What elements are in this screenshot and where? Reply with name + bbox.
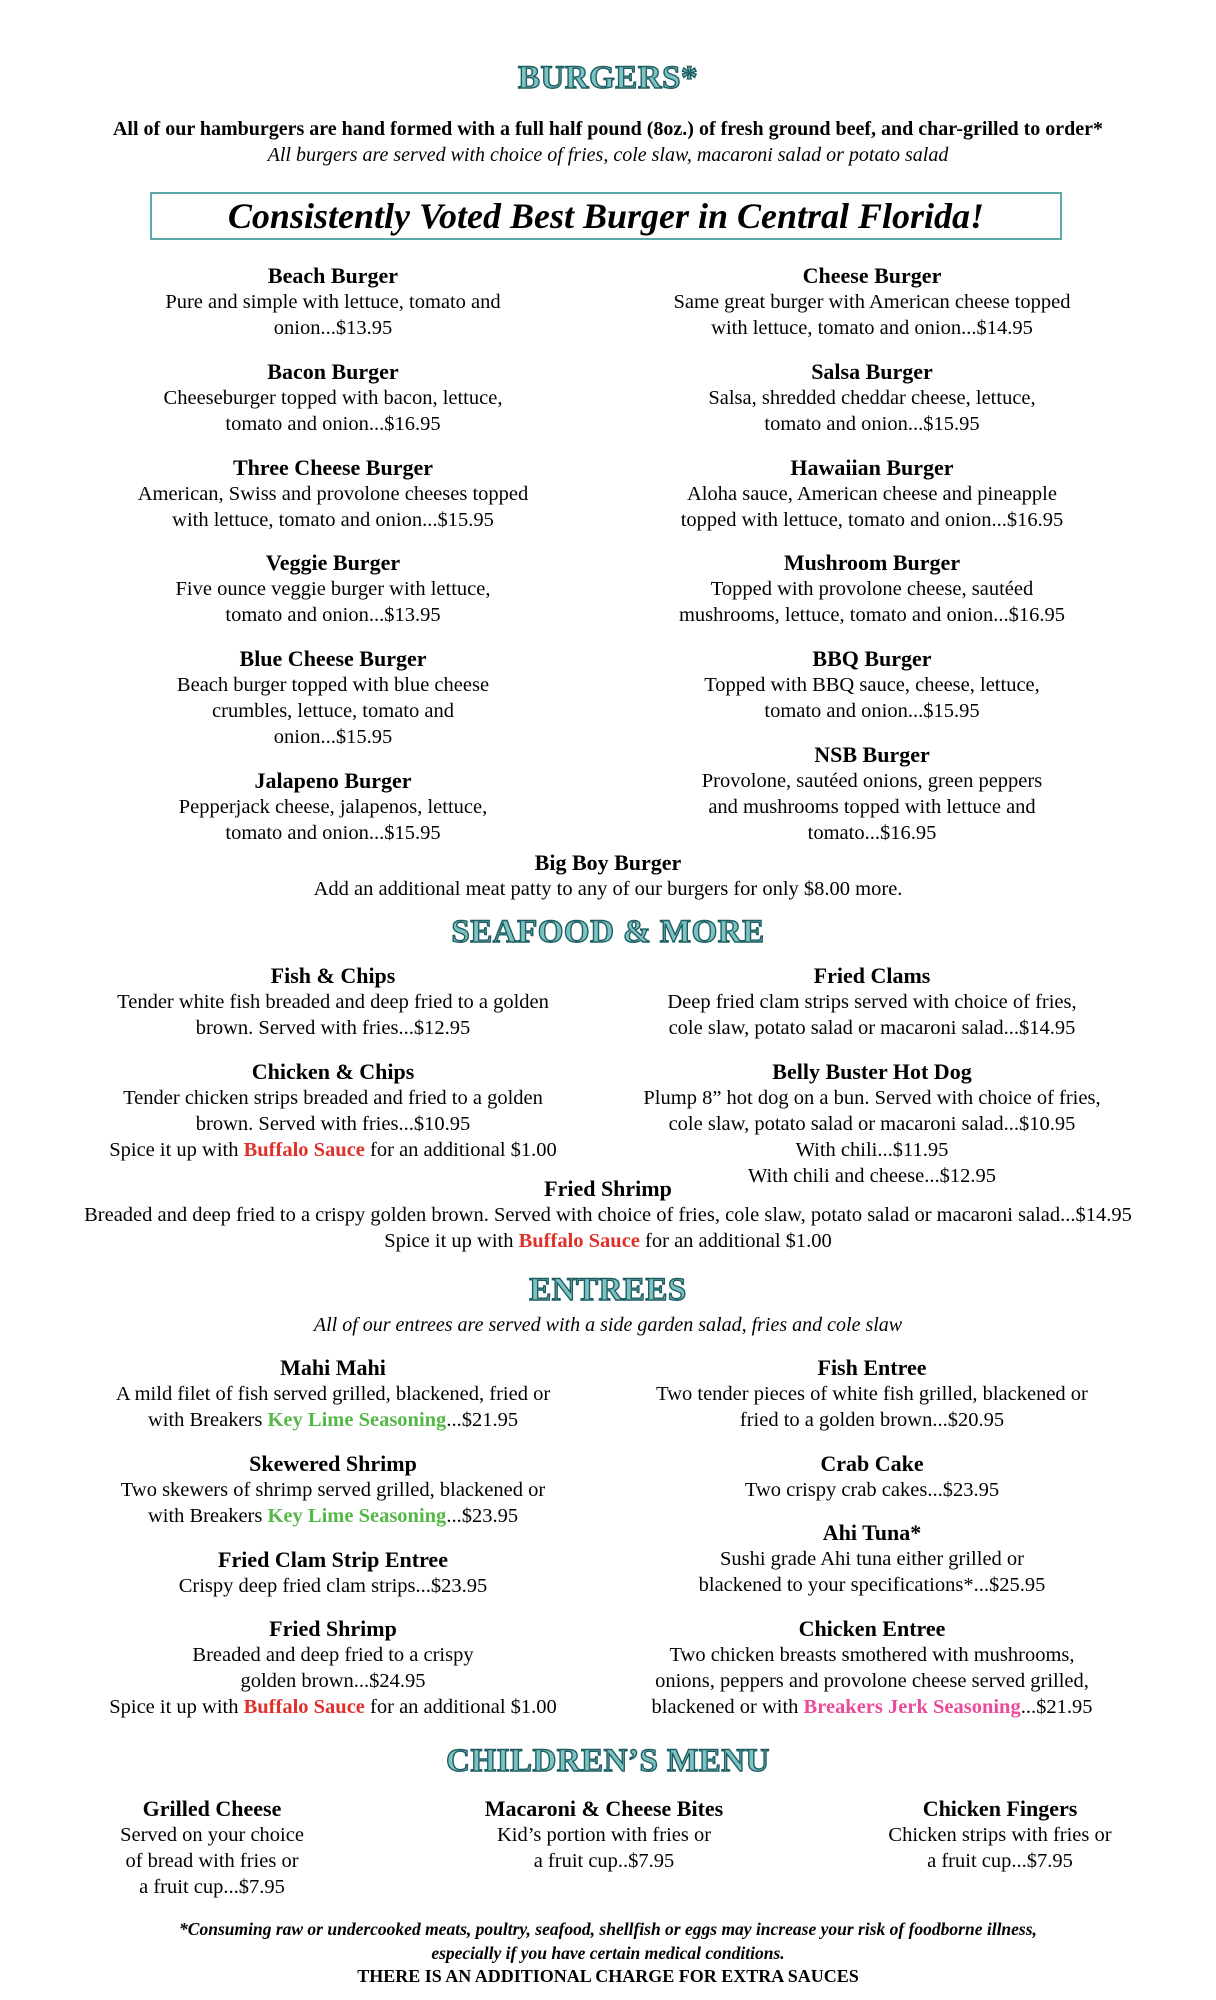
- spice-suffix: for an additional $1.00: [364, 1696, 557, 1718]
- item-name: Mahi Mahi: [280, 1355, 386, 1380]
- item-name: Beach Burger: [267, 263, 399, 288]
- item-name: Chicken Fingers: [922, 1796, 1078, 1821]
- item-price: [63, 1503, 603, 1529]
- item-desc: Five ounce veggie burger with lettuce,: [175, 578, 491, 600]
- desc-suffix: ...$21.95: [1020, 1696, 1093, 1718]
- buffalo-sauce: Buffalo Sauce: [243, 1696, 365, 1718]
- menu-item-mahi-mahi: [63, 1354, 603, 1433]
- item-price: a fruit cup...$7.95: [139, 1876, 285, 1898]
- item-name: Blue Cheese Burger: [239, 646, 427, 671]
- best-burger-banner: Consistently Voted Best Burger in Central Florida!: [150, 192, 1062, 240]
- item-desc: Breaded and deep fried to a crispy: [192, 1644, 474, 1666]
- item-price: [602, 1694, 1142, 1720]
- item-desc: Same great burger with American cheese topped: [673, 291, 1071, 313]
- item-price: tomato and onion...$15.95: [225, 822, 441, 844]
- menu-item-jalapeno-burger: [63, 767, 603, 846]
- item-name: Big Boy Burger: [534, 850, 682, 875]
- desc-suffix: ...$23.95: [446, 1505, 519, 1527]
- item-desc: Served on your choice: [120, 1824, 304, 1846]
- item-name: Fried Clams: [813, 963, 931, 988]
- menu-item-big-boy-burger: [0, 849, 1216, 902]
- entrees-served-with: All of our entrees are served with a side garden salad, fries and cole slaw: [313, 1314, 903, 1336]
- item-name: Chicken Entree: [798, 1616, 946, 1641]
- item-desc: Beach burger topped with blue cheese: [176, 674, 490, 696]
- spice-note: [0, 1228, 1216, 1254]
- desc-prefix: with Breakers: [147, 1409, 268, 1431]
- item-desc: Two chicken breasts smothered with mushrooms,: [669, 1644, 1075, 1666]
- item-price: tomato and onion...$15.95: [764, 413, 980, 435]
- item-desc: Add an additional meat patty to any of our burgers for only $8.00 more.: [313, 878, 903, 900]
- item-desc: crumbles, lettuce, tomato and: [212, 700, 454, 722]
- desc-suffix: ...$21.95: [446, 1409, 519, 1431]
- burgers-served-with: All burgers are served with choice of fries, cole slaw, macaroni salad or potato salad: [267, 144, 949, 166]
- item-name: Chicken & Chips: [251, 1059, 415, 1084]
- item-price: mushrooms, lettuce, tomato and onion...$16.95: [678, 604, 1066, 626]
- item-price: [63, 1407, 603, 1433]
- item-price: a fruit cup..$7.95: [533, 1850, 675, 1872]
- item-price: tomato and onion...$16.95: [225, 413, 441, 435]
- menu-item-fried-shrimp: [0, 1175, 1216, 1254]
- item-option: With chili...$11.95: [795, 1139, 949, 1161]
- item-desc: Topped with provolone cheese, sautéed: [710, 578, 1034, 600]
- item-name: Belly Buster Hot Dog: [772, 1059, 972, 1084]
- item-name: Ahi Tuna*: [822, 1520, 922, 1545]
- spice-note: [63, 1694, 603, 1720]
- item-price: golden brown...$24.95: [240, 1670, 426, 1692]
- item-option: With chili and cheese...$12.95: [748, 1165, 996, 1187]
- item-desc: A mild filet of fish served grilled, blackened, fried or: [115, 1383, 551, 1405]
- key-lime-seasoning: Key Lime Seasoning: [267, 1409, 447, 1431]
- item-price: brown. Served with fries...$12.95: [195, 1017, 471, 1039]
- item-name: Macaroni & Cheese Bites: [484, 1796, 724, 1821]
- item-name: Salsa Burger: [811, 359, 933, 384]
- item-desc: Sushi grade Ahi tuna either grilled or: [719, 1548, 1025, 1570]
- menu-item-chicken-fingers: [824, 1795, 1176, 1874]
- menu-item-ahi-tuna: [602, 1519, 1142, 1598]
- key-lime-seasoning: Key Lime Seasoning: [267, 1505, 447, 1527]
- spice-prefix: Spice it up with: [384, 1230, 519, 1252]
- jerk-seasoning: Breakers Jerk Seasoning: [803, 1696, 1021, 1718]
- item-desc: and mushrooms topped with lettuce and: [708, 796, 1036, 818]
- item-name: Fried Shrimp: [544, 1176, 672, 1201]
- menu-item-cheese-burger: [602, 262, 1142, 341]
- desc-prefix: with Breakers: [147, 1505, 268, 1527]
- item-desc: American, Swiss and provolone cheeses topped: [137, 483, 529, 505]
- item-price: brown. Served with fries...$10.95: [195, 1113, 471, 1135]
- item-price: tomato...$16.95: [807, 822, 937, 844]
- item-desc: Deep fried clam strips served with choice of fries,: [667, 991, 1077, 1013]
- item-desc: Two skewers of shrimp served grilled, blackened or: [120, 1479, 546, 1501]
- menu-item-salsa-burger: [602, 358, 1142, 437]
- item-price: cole slaw, potato salad or macaroni salad...$14.95: [668, 1017, 1076, 1039]
- burgers-title: BURGERS*: [517, 60, 699, 96]
- item-name: Hawaiian Burger: [790, 455, 954, 480]
- item-desc: of bread with fries or: [125, 1850, 299, 1872]
- item-desc: Aloha sauce, American cheese and pineapple: [687, 483, 1057, 505]
- menu-item-fried-shrimp-entree: [63, 1615, 603, 1720]
- buffalo-sauce: Buffalo Sauce: [518, 1230, 640, 1252]
- menu-item-three-cheese-burger: [63, 454, 603, 533]
- item-name: Jalapeno Burger: [254, 768, 412, 793]
- item-price: fried to a golden brown...$20.95: [739, 1409, 1005, 1431]
- menu-item-chicken-chips: [63, 1058, 603, 1163]
- item-name: NSB Burger: [814, 742, 930, 767]
- item-price: with lettuce, tomato and onion...$15.95: [172, 509, 494, 531]
- menu-item-grilled-cheese: [36, 1795, 388, 1900]
- item-desc: Cheeseburger topped with bacon, lettuce,: [163, 387, 503, 409]
- menu-item-bacon-burger: [63, 358, 603, 437]
- entrees-title: ENTREES: [529, 1272, 687, 1308]
- spice-prefix: Spice it up with: [109, 1696, 244, 1718]
- item-desc: Plump 8” hot dog on a bun. Served with choice of fries,: [643, 1087, 1101, 1109]
- extra-sauce-notice: THERE IS AN ADDITIONAL CHARGE FOR EXTRA SAUCES: [357, 1966, 859, 1986]
- burgers-intro: All of our hamburgers are hand formed with a full half pound (8oz.) of fresh ground beef, and char-grilled to order*: [112, 118, 1103, 140]
- item-price: with lettuce, tomato and onion...$14.95: [711, 317, 1033, 339]
- item-price: tomato and onion...$13.95: [225, 604, 441, 626]
- item-name: Crab Cake: [820, 1451, 924, 1476]
- menu-item-nsb-burger: [602, 741, 1142, 846]
- item-price: Crispy deep fried clam strips...$23.95: [178, 1575, 488, 1597]
- menu-item-bbq-burger: [602, 645, 1142, 724]
- item-name: Skewered Shrimp: [249, 1451, 417, 1476]
- item-desc: Breaded and deep fried to a crispy golden brown. Served with choice of fries, cole slaw, potato salad or macaroni salad...$14.95: [84, 1204, 1132, 1226]
- item-name: Veggie Burger: [265, 550, 401, 575]
- item-desc: Salsa, shredded cheddar cheese, lettuce,: [708, 387, 1036, 409]
- item-desc: Pure and simple with lettuce, tomato and: [165, 291, 501, 313]
- item-desc: Topped with BBQ sauce, cheese, lettuce,: [704, 674, 1040, 696]
- menu-item-fried-clam-strip-entree: [63, 1546, 603, 1599]
- item-name: Fried Clam Strip Entree: [218, 1547, 448, 1572]
- seafood-title: SEAFOOD & MORE: [451, 914, 765, 950]
- item-price: tomato and onion...$15.95: [764, 700, 980, 722]
- item-desc: onions, peppers and provolone cheese served grilled,: [655, 1670, 1089, 1692]
- spice-prefix: Spice it up with: [109, 1139, 244, 1161]
- item-name: Cheese Burger: [802, 263, 942, 288]
- item-name: Fried Shrimp: [269, 1616, 397, 1641]
- item-price: topped with lettuce, tomato and onion...$16.95: [680, 509, 1064, 531]
- item-price: onion...$15.95: [273, 726, 393, 748]
- health-warning-cont: especially if you have certain medical conditions.: [431, 1943, 785, 1963]
- item-name: BBQ Burger: [812, 646, 932, 671]
- item-price: onion...$13.95: [273, 317, 393, 339]
- menu-item-blue-cheese-burger: [63, 645, 603, 750]
- item-desc: Provolone, sautéed onions, green peppers: [701, 770, 1043, 792]
- buffalo-sauce: Buffalo Sauce: [243, 1139, 365, 1161]
- menu-item-fish-chips: [63, 962, 603, 1041]
- item-price: a fruit cup...$7.95: [927, 1850, 1073, 1872]
- item-desc: Kid’s portion with fries or: [496, 1824, 712, 1846]
- item-price: blackened to your specifications*...$25.95: [698, 1574, 1046, 1596]
- menu-item-veggie-burger: [63, 549, 603, 628]
- spice-note: [63, 1137, 603, 1163]
- item-desc: Two tender pieces of white fish grilled, blackened or: [656, 1383, 1088, 1405]
- item-name: Mushroom Burger: [783, 550, 961, 575]
- item-price: cole slaw, potato salad or macaroni salad...$10.95: [668, 1113, 1076, 1135]
- item-name: Fish Entree: [817, 1355, 927, 1380]
- menu-item-crab-cake: [602, 1450, 1142, 1503]
- menu-item-fried-clams: [602, 962, 1142, 1041]
- item-price: Two crispy crab cakes...$23.95: [744, 1479, 1000, 1501]
- menu-item-hawaiian-burger: [602, 454, 1142, 533]
- menu-item-belly-buster-hot-dog: [602, 1058, 1142, 1189]
- desc-prefix: blackened or with: [651, 1696, 804, 1718]
- item-desc: Tender white fish breaded and deep fried to a golden: [117, 991, 549, 1013]
- health-warning: *Consuming raw or undercooked meats, poultry, seafood, shellfish or eggs may increase your risk of foodborne illness,: [179, 1919, 1037, 1939]
- item-name: Fish & Chips: [270, 963, 396, 988]
- menu-item-mac-cheese-bites: [428, 1795, 780, 1874]
- spice-suffix: for an additional $1.00: [639, 1230, 832, 1252]
- childrens-menu-title: CHILDREN’S MENU: [446, 1743, 770, 1779]
- item-desc: Pepperjack cheese, jalapenos, lettuce,: [178, 796, 488, 818]
- menu-item-skewered-shrimp: [63, 1450, 603, 1529]
- menu-item-mushroom-burger: [602, 549, 1142, 628]
- item-name: Three Cheese Burger: [233, 455, 433, 480]
- item-name: Bacon Burger: [267, 359, 399, 384]
- item-desc: Tender chicken strips breaded and fried to a golden: [123, 1087, 543, 1109]
- menu-item-fish-entree: [602, 1354, 1142, 1433]
- menu-item-chicken-entree: [602, 1615, 1142, 1720]
- item-name: Grilled Cheese: [142, 1796, 282, 1821]
- menu-item-beach-burger: [63, 262, 603, 341]
- item-desc: Chicken strips with fries or: [888, 1824, 1112, 1846]
- spice-suffix: for an additional $1.00: [364, 1139, 557, 1161]
